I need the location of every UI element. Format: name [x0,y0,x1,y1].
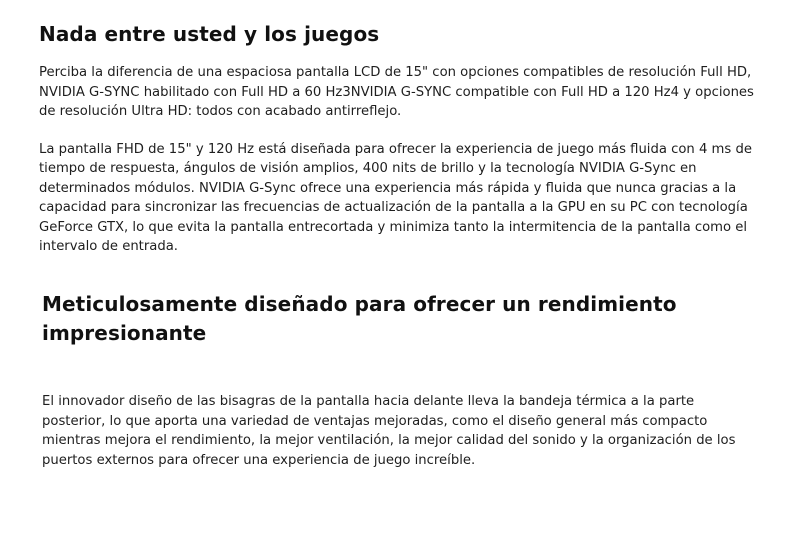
display-paragraph-1: Perciba la diferencia de una espaciosa pantalla LCD de 15" con opciones compatibles de resolución Full HD, NVIDIA G-SYNC habilitado con Full HD a 60 Hz3NVIDIA G-SYNC compatible con Full HD a 120 Hz4 y opciones de resolución Ultra HD: todos con acabado antirreflejo. [39,65,754,119]
section-heading-design: Meticulosamente diseñado para ofrecer un rendimiento impresionante [42,292,677,345]
design-section [42,290,772,470]
display-paragraph-2: La pantalla FHD de 15" y 120 Hz está diseñada para ofrecer la experiencia de juego más fluida con 4 ms de tiempo de respuesta, ángulos de visión amplios, 400 nits de brillo y la tecnología NVIDIA G-Sync en determinados módulos. NVIDIA G-Sync ofrece una experiencia más rápida y fluida que nunca gracias a la capacidad para sincronizar las frecuencias de actualización de la pantalla a la GPU en su PC con tecnología GeForce GTX, lo que evita la pantalla entrecortada y minimiza tanto la intermitencia de la pantalla como el intervalo de entrada. [39,141,752,254]
display-section [39,20,769,257]
design-paragraph-1: El innovador diseño de las bisagras de la pantalla hacia delante lleva la bandeja térmica a la parte posterior, lo que aporta una variedad de ventajas mejoradas, como el diseño general más compacto mientras mejora el rendimiento, la mejor ventilación, la mejor calidad del sonido y la organización de los puertos externos para ofrecer una experiencia de juego increíble. [42,394,736,468]
section-heading-display: Nada entre usted y los juegos [39,22,380,46]
